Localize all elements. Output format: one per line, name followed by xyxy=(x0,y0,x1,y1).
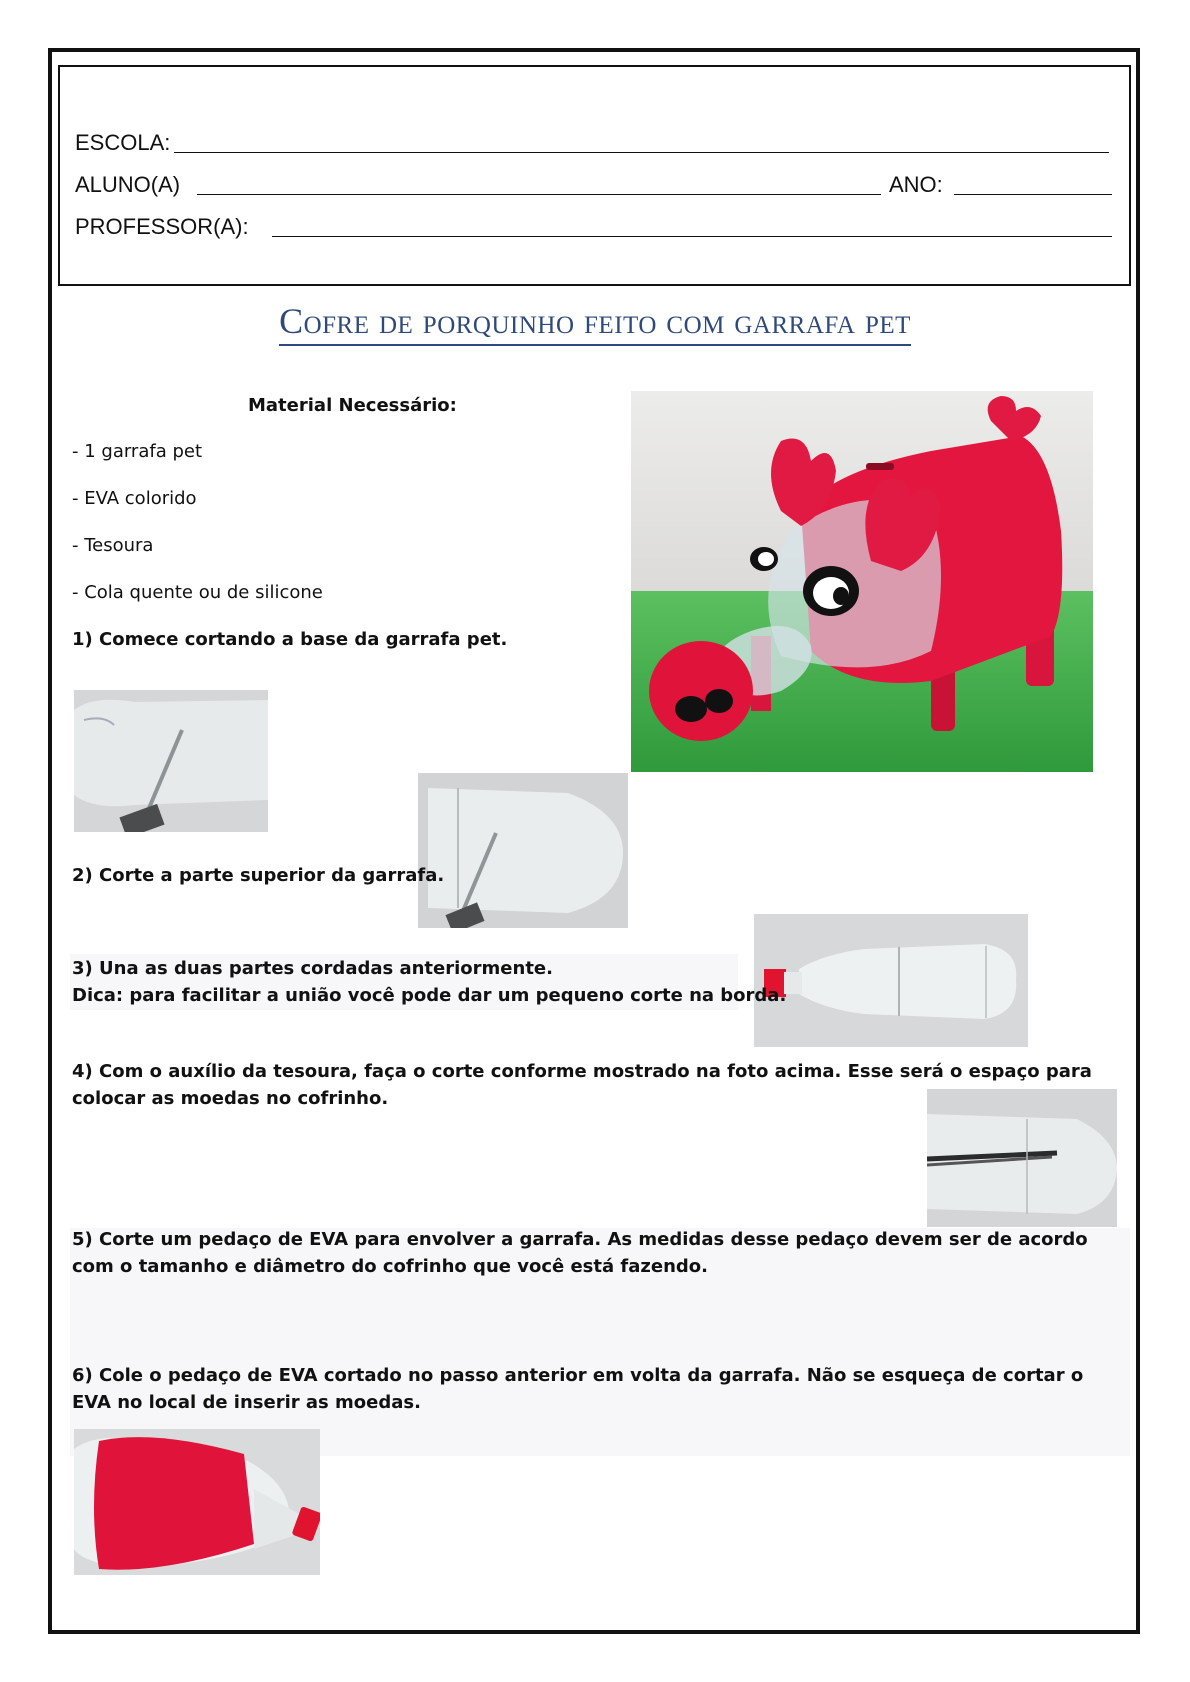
material-item: - EVA colorido xyxy=(72,488,197,509)
escola-label: ESCOLA: xyxy=(75,130,171,155)
cut-base-photo xyxy=(74,690,268,832)
professor-label: PROFESSOR(A): xyxy=(75,214,249,239)
header-box xyxy=(58,65,1131,286)
step-2: 2) Corte a parte superior da garrafa. xyxy=(72,865,445,886)
scissors-slot-photo xyxy=(927,1089,1117,1227)
cut-top-photo xyxy=(418,773,628,928)
joined-bottle-photo xyxy=(754,914,1028,1047)
step-5: 5) Corte um pedaço de EVA para envolver a garrafa. As medidas desse pedaço devem ser de acordo com o tamanho e diâmetro do cofrinho que você está fazendo. xyxy=(72,1229,1088,1277)
eva-wrapped-photo xyxy=(74,1429,320,1575)
piggy-bank-photo xyxy=(631,391,1093,772)
materials-heading: Material Necessário: xyxy=(248,395,457,416)
material-item: - Tesoura xyxy=(72,535,154,556)
ano-label: ANO: xyxy=(889,172,943,197)
step-3: 3) Una as duas partes cordadas anteriormente. xyxy=(72,958,553,979)
professor-field[interactable] xyxy=(272,236,1112,237)
escola-field[interactable] xyxy=(174,152,1109,153)
material-item: - Cola quente ou de silicone xyxy=(72,582,323,603)
aluno-label: ALUNO(A) xyxy=(75,172,181,197)
step-6: 6) Cole o pedaço de EVA cortado no passo anterior em volta da garrafa. Não se esqueça de cortar o EVA no local de inserir as moedas. xyxy=(72,1365,1084,1413)
step-1: 1) Comece cortando a base da garrafa pet. xyxy=(72,629,508,650)
tip-text: Dica: para facilitar a união você pode dar um pequeno corte na borda. xyxy=(72,985,787,1006)
ano-field[interactable] xyxy=(954,194,1112,195)
step-4: 4) Com o auxílio da tesoura, faça o corte conforme mostrado na foto acima. Esse será o espaço para colocar as moedas no cofrinho. xyxy=(72,1061,1092,1109)
aluno-field[interactable] xyxy=(197,194,881,195)
material-item: - 1 garrafa pet xyxy=(72,441,203,462)
page-title: Cofre de porquinho feito com garrafa pet xyxy=(0,300,1190,346)
